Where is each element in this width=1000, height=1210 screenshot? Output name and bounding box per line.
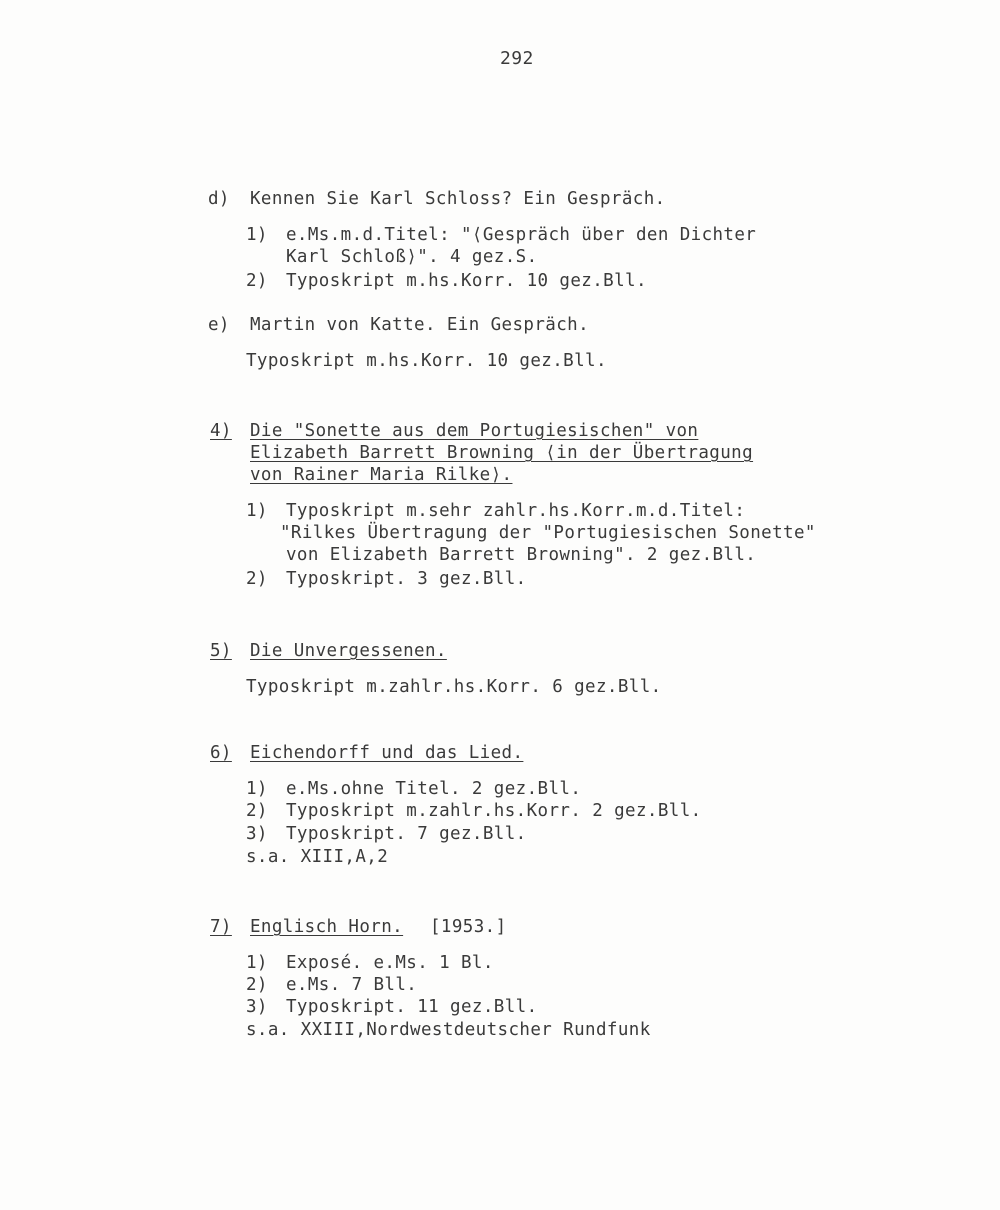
entry-e-title: Martin von Katte. Ein Gespräch. (250, 315, 590, 335)
entry-e-label: e) (208, 315, 230, 335)
entry-d-title: Kennen Sie Karl Schloss? Ein Gespräch. (250, 189, 666, 209)
page-number: 292 (500, 48, 534, 69)
section-6-item-3-line1: Typoskript. 7 gez.Bll. (286, 824, 527, 844)
section-5-desc: Typoskript m.zahlr.hs.Korr. 6 gez.Bll. (246, 677, 662, 697)
section-7-item-3-line1: Typoskript. 11 gez.Bll. (286, 997, 538, 1017)
section-4-item-1-line3: von Elizabeth Barrett Browning". 2 gez.Bll. (286, 545, 757, 565)
section-6-item-3-num: 3) (246, 824, 268, 844)
section-6-see-also: s.a. XIII,A,2 (246, 847, 389, 867)
entry-d-item-1-line1: e.Ms.m.d.Titel: "⟨Gespräch über den Dichter (286, 225, 757, 245)
section-4-title-line3: von Rainer Maria Rilke⟩. (250, 465, 513, 485)
section-4-item-1-line2: "Rilkes Übertragung der "Portugiesischen Sonette" (280, 523, 816, 543)
entry-e-desc: Typoskript m.hs.Korr. 10 gez.Bll. (246, 351, 607, 371)
section-4-item-2-num: 2) (246, 569, 268, 589)
entry-d-item-2-line1: Typoskript m.hs.Korr. 10 gez.Bll. (286, 271, 647, 291)
section-6-title: Eichendorff und das Lied. (250, 743, 524, 763)
section-7-year: [1953.] (430, 917, 507, 937)
section-7-item-1-num: 1) (246, 953, 268, 973)
section-4-label: 4) (210, 421, 232, 441)
section-7-item-1-line1: Exposé. e.Ms. 1 Bl. (286, 953, 494, 973)
section-7-label: 7) (210, 917, 232, 937)
section-7-item-3-num: 3) (246, 997, 268, 1017)
section-4-title-line2: Elizabeth Barrett Browning ⟨in der Übertragung (250, 443, 754, 463)
section-6-item-2-num: 2) (246, 801, 268, 821)
entry-d-item-1-num: 1) (246, 225, 268, 245)
section-7-see-also: s.a. XXIII,Nordwestdeutscher Rundfunk (246, 1020, 651, 1040)
section-6-label: 6) (210, 743, 232, 763)
section-4-title-line1: Die "Sonette aus dem Portugiesischen" von (250, 421, 699, 441)
section-4-item-2-line1: Typoskript. 3 gez.Bll. (286, 569, 527, 589)
section-4-item-1-num: 1) (246, 501, 268, 521)
section-6-item-1-num: 1) (246, 779, 268, 799)
section-7-title: Englisch Horn. (250, 917, 404, 937)
section-6-item-2-line1: Typoskript m.zahlr.hs.Korr. 2 gez.Bll. (286, 801, 702, 821)
entry-d-label: d) (208, 189, 230, 209)
section-5-label: 5) (210, 641, 232, 661)
section-7-item-2-line1: e.Ms. 7 Bll. (286, 975, 418, 995)
section-7-item-2-num: 2) (246, 975, 268, 995)
entry-d-item-2-num: 2) (246, 271, 268, 291)
section-6-item-1-line1: e.Ms.ohne Titel. 2 gez.Bll. (286, 779, 582, 799)
entry-d-item-1-line2: Karl Schloß⟩". 4 gez.S. (286, 247, 538, 267)
section-4-item-1-line1: Typoskript m.sehr zahlr.hs.Korr.m.d.Titel: (286, 501, 746, 521)
section-5-title: Die Unvergessenen. (250, 641, 447, 661)
